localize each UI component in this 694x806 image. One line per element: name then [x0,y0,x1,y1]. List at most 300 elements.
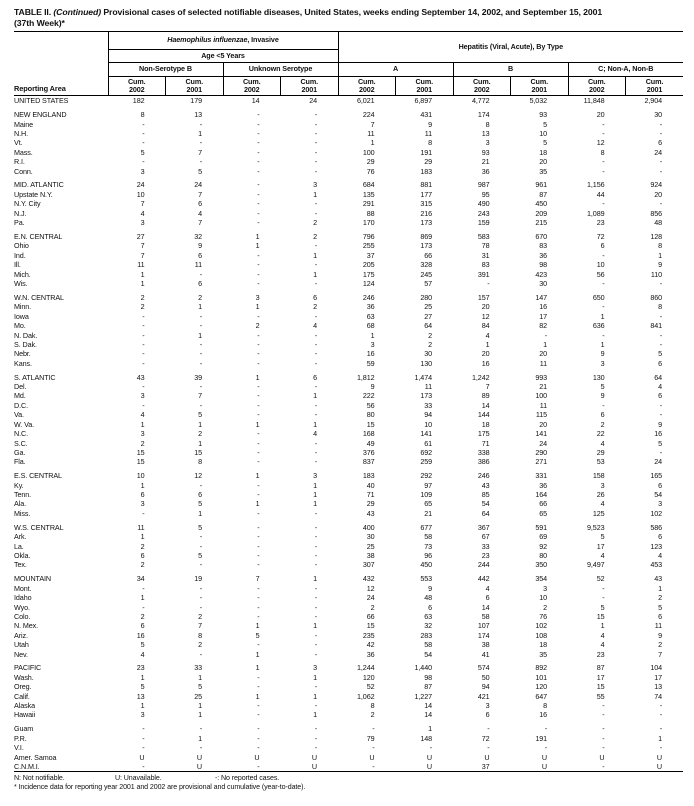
cell-value: 157 [477,292,490,302]
cell-value: - [199,583,202,593]
cell-value: 174 [477,110,490,120]
cell-value: 331 [535,471,548,481]
cell-value: 37 [366,250,375,260]
cell-value: 94 [481,682,490,692]
cell-value: 5 [600,532,605,542]
cell-value: 16 [481,358,490,368]
cell-value: 16 [539,302,548,312]
cell-value: - [142,400,145,410]
table-row [14,241,683,250]
cell-value: 6,897 [414,96,433,106]
cell-value: 841 [650,321,663,331]
cell-value: 636 [592,321,605,331]
row-label: Ky. [14,480,24,490]
cell-value: - [602,593,605,603]
cell-value: 5 [140,640,145,650]
table-row [14,302,683,311]
cell-value: - [142,358,145,368]
cell-value: 255 [362,241,375,251]
table-row [14,692,683,701]
cell-value: 92 [539,541,548,551]
cell-value: - [257,710,260,720]
cell-value: 3 [313,180,318,190]
cell-value: 15 [596,611,605,621]
cell-value: 16 [366,349,375,359]
cell-value: 20 [539,349,548,359]
cell-value: 1 [313,189,318,199]
cell-value: 1 [313,490,318,500]
cell-value: 246 [477,471,490,481]
cell-value: 33 [424,400,433,410]
cell-value: 1 [198,508,202,518]
row-label: Ark. [14,532,27,542]
cell-value: 5 [658,602,663,612]
row-label: NEW ENGLAND [14,110,67,120]
cell-value: - [257,583,260,593]
cell-value: 1 [255,649,260,659]
cell-value: - [659,330,663,340]
cell-value: 58 [481,611,490,621]
cell-value: 3 [600,480,605,490]
row-label: N.C. [14,429,28,439]
cell-value: 450 [535,199,548,209]
cell-value: 82 [539,321,548,331]
cum-col-header: Cum. 2002 [568,77,626,96]
row-label: Ala. [14,499,26,509]
cell-value: 8 [658,241,663,251]
cell-value: 165 [650,471,663,481]
cell-value: 16 [654,429,663,439]
cell-value: 130 [592,372,605,382]
row-label: V.I. [14,743,24,753]
cell-value: 553 [420,574,433,584]
cell-value: 141 [420,429,433,439]
cell-value: 1 [255,663,260,673]
row-label: MOUNTAIN [14,574,51,584]
cell-value: 1 [313,269,318,279]
cell-value: 586 [650,522,663,532]
cell-value: - [659,710,663,720]
cell-value: 72 [481,733,490,743]
subgroup-hepatitis-b: B [453,63,568,77]
cell-value: 191 [420,147,433,157]
cum-col-header: Cum. 2001 [626,77,684,96]
cell-value: - [314,593,318,603]
cell-value: 11 [367,128,375,138]
cell-value: 80 [539,550,548,560]
row-label: Wyo. [14,602,30,612]
footnote-legend [14,774,683,783]
cell-value: - [659,311,663,321]
cell-value: 17 [596,672,605,682]
cell-value: 8 [198,457,202,467]
cell-value: 23 [136,663,145,673]
cell-value: 6 [658,138,663,148]
row-label: Ill. [14,260,21,270]
row-label: W.N. CENTRAL [14,292,64,302]
table-row [14,499,683,508]
cell-value: 2 [658,640,663,650]
row-label: Ind. [14,250,26,260]
cell-value: 9,497 [587,560,605,570]
cell-value: 18 [481,419,490,429]
row-label: E.S. CENTRAL [14,471,62,481]
cell-value: 11,848 [583,96,605,106]
cell-value: - [314,550,318,560]
cell-value: 2 [658,593,663,603]
cell-value: - [314,119,318,129]
table-row [14,420,683,429]
cell-value: 9 [428,119,433,129]
cell-value: 29 [366,499,375,509]
cell-value: 4 [140,410,145,420]
cell-value: 2 [140,541,145,551]
cell-value: 5 [255,630,260,640]
cell-value: 25 [424,302,433,312]
cell-value: - [314,724,318,734]
cell-value: 39 [194,372,202,382]
cell-value: 1,812 [357,372,375,382]
cell-value: 6 [600,241,605,251]
cell-value: 2 [198,611,202,621]
table-row [14,190,683,199]
cell-value: - [257,157,260,167]
cell-value: 7 [198,218,202,228]
cell-value: - [314,508,318,518]
cell-value: - [199,269,202,279]
cell-value: 85 [481,490,490,500]
cell-value: 1 [198,733,202,743]
cell-value: - [314,241,318,251]
cell-value: 6 [140,621,145,631]
cell-value: 17 [539,311,548,321]
table-row [14,621,683,630]
cell-value: 4 [198,208,202,218]
cell-value: - [314,457,318,467]
row-label: Mich. [14,269,31,279]
cell-value: 2 [140,302,145,312]
cell-value: 52 [366,682,375,692]
cell-value: 36 [366,302,375,312]
cell-value: 338 [477,447,490,457]
cell-value: 6 [198,490,202,500]
cell-value: 1 [370,138,375,148]
table-row [14,448,683,457]
cell-value: 30 [424,349,433,359]
cell-value: 20 [596,110,605,120]
cell-value: - [257,279,260,288]
cell-value: - [314,147,318,157]
subgroup-hepatitis-a: A [338,63,453,77]
row-label: Ga. [14,447,26,457]
table-row [14,439,683,448]
cell-value: 20 [539,419,548,429]
cell-value: 245 [420,269,433,279]
cell-value: 109 [420,490,433,500]
cell-value: U [426,762,433,771]
cell-value: 222 [362,391,375,401]
cell-value: 1 [140,279,145,288]
table-row [14,199,683,208]
cell-value: 209 [535,208,548,218]
cell-value: 20 [481,349,490,359]
cell-value: 110 [650,269,663,279]
cell-value: - [257,339,260,349]
cell-value: 88 [366,208,375,218]
cell-value: 1 [140,672,145,682]
cell-value: 12 [481,311,490,321]
row-label: Colo. [14,611,31,621]
cell-value: 1 [255,372,260,382]
table-row [14,551,683,560]
cell-value: 23 [481,550,490,560]
cell-value: - [314,349,318,359]
cell-value: 2 [140,292,145,302]
cell-value: U [656,762,663,771]
cell-value: 4 [140,649,145,659]
cell-value: - [659,199,663,209]
table-body [14,96,683,772]
cell-value: - [142,733,145,743]
row-label: Va. [14,410,24,420]
cell-value: 650 [592,292,605,302]
cell-value: - [314,701,318,711]
cell-value: 24 [654,147,663,157]
cell-value: 14 [481,602,490,612]
cell-value: 431 [420,110,433,120]
cell-value: 1 [370,330,375,340]
cell-value: 98 [424,672,433,682]
cell-value: 987 [477,180,490,190]
cell-value: - [257,199,260,209]
table-row [14,523,683,532]
cell-value: 38 [481,640,490,650]
cell-value: 50 [481,672,490,682]
cell-value: - [199,400,202,410]
cell-value: 2 [313,302,318,312]
cell-value: - [257,762,260,771]
row-label: Mass. [14,147,33,157]
cell-value: - [314,522,318,532]
cell-value: 24 [309,96,318,106]
row-label: W. Va. [14,419,35,429]
cell-value: 350 [535,560,548,570]
row-label: N.Y. City [14,199,41,209]
table-row [14,382,683,391]
row-label: Okla. [14,550,31,560]
table-row [14,110,683,119]
row-label: Maine [14,119,34,129]
cell-value: 9 [428,583,433,593]
cell-value: 12 [596,138,605,148]
cell-value: - [257,208,260,218]
cell-value: 6 [485,593,490,603]
cell-value: - [199,358,202,368]
cell-value: - [314,532,318,542]
cell-value: 7 [485,382,490,392]
cell-value: 4 [600,499,605,509]
cell-value: - [487,724,490,734]
cell-value: 175 [362,269,375,279]
cell-value: 837 [362,457,375,467]
cell-value: 42 [366,640,375,650]
cell-value: 3 [370,339,375,349]
cell-value: 11 [194,260,202,270]
cell-value: 79 [366,733,375,743]
row-label: Hawaii [14,710,35,720]
cell-value: 354 [535,574,548,584]
cell-value: 11 [654,621,663,631]
table-row [14,724,683,733]
cell-value: - [199,349,202,359]
cell-value: 2 [140,438,145,448]
row-label: Tenn. [14,490,32,500]
table-row [14,148,683,157]
cum-col-header: Cum. 2001 [396,77,454,96]
cell-value: - [257,166,260,176]
table-header [14,32,683,96]
table-row [14,509,683,518]
cell-value: 670 [535,231,548,241]
table-row [14,490,683,499]
cell-value: 20 [539,157,548,167]
table-row [14,167,683,176]
row-label: Amer. Samoa [14,752,57,762]
cell-value: 1,156 [587,180,605,190]
cell-value: 120 [535,682,548,692]
table-row [14,321,683,330]
cell-value: 6 [198,250,202,260]
row-label: S. Dak. [14,339,37,349]
cell-value: 34 [136,574,145,584]
haemophilus-group-header: Haemophilus influenzae, Invasive [108,32,338,50]
cell-value: 6 [313,372,318,382]
cell-value: - [257,382,260,392]
cell-value: - [142,382,145,392]
cell-value: 73 [424,541,433,551]
cell-value: 235 [362,630,375,640]
cell-value: 4 [313,321,318,331]
cell-value: 35 [539,649,548,659]
cell-value: - [314,110,318,120]
cell-value: 7 [198,189,202,199]
row-label: Ariz. [14,630,28,640]
cell-value: 400 [362,522,375,532]
cell-value: 14 [251,96,260,106]
cell-value: 144 [477,410,490,420]
cell-value: - [142,602,145,612]
cell-value: - [602,166,605,176]
cell-value: 93 [481,147,490,157]
cell-value: 43 [366,508,375,518]
cell-value: - [487,279,490,288]
row-label: W.S. CENTRAL [14,522,64,532]
cell-value: 1 [198,672,202,682]
cell-value: 11 [539,358,548,368]
cell-value: 10 [136,471,145,481]
cell-value: 1 [313,710,318,720]
cell-value: - [659,339,663,349]
cell-value: 8 [543,701,548,711]
cell-value: 54 [424,649,433,659]
cell-value: 856 [650,208,663,218]
cell-value: 1 [198,128,202,138]
table-row [14,270,683,279]
cell-value: 63 [366,311,375,321]
cell-value: 3 [255,292,260,302]
table-row [14,293,683,302]
cell-value: - [257,733,260,743]
cell-value: 102 [650,508,663,518]
cum-col-header: Cum. 2001 [281,77,339,96]
cell-value: - [659,447,663,457]
cell-value: 97 [424,480,433,490]
cell-value: 2 [198,292,202,302]
cell-value: 49 [366,438,375,448]
cell-value: 1 [198,330,202,340]
cell-value: - [659,701,663,711]
cell-value: 179 [190,96,202,106]
cell-value: - [602,250,605,260]
cell-value: - [544,330,548,340]
cell-value: 6,021 [357,96,375,106]
cell-value: 13 [194,110,202,120]
cell-value: 87 [424,682,433,692]
cell-value: 15 [596,682,605,692]
cell-value: 692 [420,447,433,457]
cell-value: 16 [136,630,145,640]
cum-col-header: Cum. 2001 [166,77,224,96]
table-row [14,574,683,583]
cell-value: 9 [600,349,605,359]
cell-value: - [314,311,318,321]
cell-value: - [602,762,605,771]
cell-value: 8 [658,302,663,312]
cell-value: - [257,447,260,457]
cell-value: 58 [424,532,433,542]
cell-value: 29 [424,157,433,167]
cell-value: - [257,128,260,138]
row-label: R.I. [14,157,25,167]
table-row [14,120,683,129]
cell-value: - [314,583,318,593]
cell-value: 66 [366,611,375,621]
row-label: Oreg. [14,682,32,692]
cell-value: 4 [485,583,490,593]
cell-value: 3 [600,358,605,368]
cell-value: - [257,358,260,368]
cell-value: - [142,311,145,321]
cell-value: - [257,311,260,321]
cell-value: 11 [539,400,548,410]
cell-value: - [602,710,605,720]
cell-value: - [314,611,318,621]
cell-value: 1 [140,701,145,711]
cell-value: 869 [420,231,433,241]
cell-value: 574 [477,663,490,673]
cell-value: 205 [362,260,375,270]
row-label: Minn. [14,302,32,312]
cell-value: 5 [600,382,605,392]
cell-value: - [257,490,260,500]
cell-value: - [314,166,318,176]
cell-value: 591 [535,522,548,532]
cell-value: - [142,583,145,593]
cell-value: 10 [136,189,145,199]
cell-value: 291 [362,199,375,209]
cell-value: 87 [539,189,548,199]
cell-value: 1 [198,710,202,720]
